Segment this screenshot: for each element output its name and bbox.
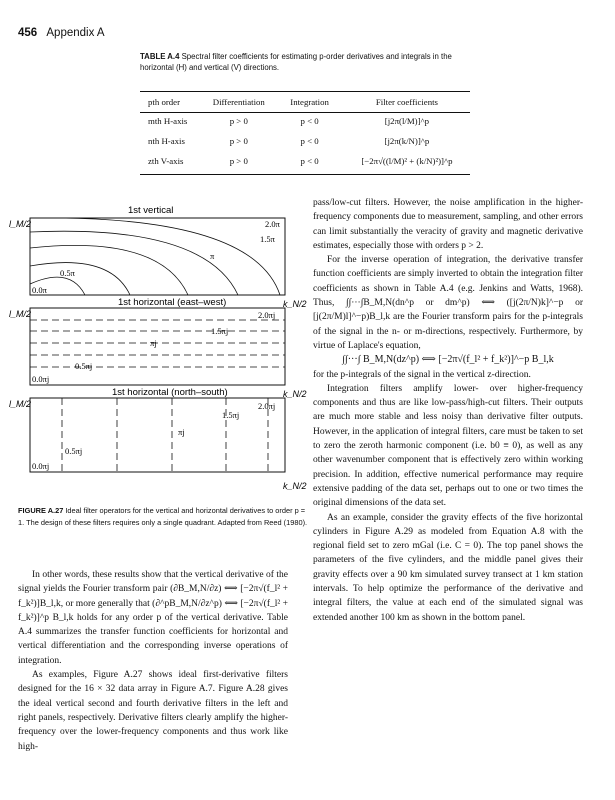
contour-label: 1.5πj xyxy=(211,326,229,336)
figure-caption-label: FIGURE A.27 xyxy=(18,506,64,515)
table-caption-text: Spectral filter coefficients for estimating p-order derivatives and integrals in the horizontal (H) and vertical (V) directions. xyxy=(140,52,452,72)
table-bottom-rule xyxy=(140,174,470,175)
panel1-contours xyxy=(30,218,280,295)
figure-a27 xyxy=(0,196,307,496)
table-cell: [j2π(l/M)]^p xyxy=(384,116,430,126)
panel2-ylabel: l_M/2 xyxy=(9,309,32,319)
panel1-title: 1st vertical xyxy=(128,205,174,216)
left-column xyxy=(18,568,288,754)
table-header-cell: Differentiation xyxy=(212,97,265,107)
coefficient-table xyxy=(140,93,470,171)
page-number: 456 xyxy=(18,27,38,39)
paragraph: Integration filters amplify lower- over higher-frequency components and thus are like low-pass/high-cut filters. Their outputs are much more stable and less noisy than derivative filter outputs. However, in the application of integral filters, care must be taken to set to zero the zeroth harmonic component (i.e. b0 ≡ 0), as well as any other wavenumber component that is effectively zero within working precision. In addition, effective numerical performance may require extensive padding of the data set, perhaps out to one or two times the original dimensions of the data set. xyxy=(313,383,583,509)
paragraph: As examples, Figure A.27 shows ideal first-derivative filters designed for the 16 × 32 data array in Figure A.7. Figure A.28 gives the ideal vertical second and fourth derivative filters in the left and right panels, respectively. Derivative filters clearly amplify the higher-frequency over the lower-frequency components and thus work like high- xyxy=(18,670,288,752)
table-header-cell: Integration xyxy=(290,97,329,107)
paragraph: for the p-integrals of the signal in the vertical z-direction. xyxy=(313,369,531,380)
table-cell: nth H-axis xyxy=(148,136,185,146)
contour-label: 2.0π xyxy=(265,219,280,229)
figure-caption xyxy=(18,505,308,529)
table-cell: p > 0 xyxy=(229,156,248,166)
paragraph: For the inverse operation of integration, the derivative transfer function coefficients are simply inverted to obtain the integration filter coefficients as shown in Table A.4 (e.g. Jenkins and Watts, 1968). Thus, ∫∫···∫B_M,N(dn^p or dm^p) ⟺ ([j(2π/N)k]^−p or [j(2π/M)l]^−p)B_l,k are the Fourier transform pairs for the p-integrals of the signal in the n- or m-directions, respectively. Furthermore, by virtue of Laplace's equation, xyxy=(313,255,583,351)
panel2-frame xyxy=(30,308,285,385)
contour-label: 0.0π xyxy=(32,285,47,295)
panel1-ylabel: l_M/2 xyxy=(9,219,32,229)
right-column xyxy=(313,196,583,625)
contour-label: 0.5πj xyxy=(75,361,93,371)
contour-label: πj xyxy=(150,338,157,348)
table-cell: mth H-axis xyxy=(148,116,188,126)
contour-label: 0.0πj xyxy=(32,374,50,384)
table-cell: p < 0 xyxy=(300,156,319,166)
contour-label: πj xyxy=(178,427,185,437)
panel2-corner: k_N/2 xyxy=(283,389,307,399)
contour-label: 0.5πj xyxy=(65,446,83,456)
paragraph: In other words, these results show that the vertical derivative of the signal yields the Fourier transform pair (∂B_M,N/∂z) ⟺ [−2π√(f_l² + f_k²)]B_l,k, or more generally that (∂^pB_M,N/∂z^p) ⟺ [−2π√(f_l² + f_k²)]^p B_l,k holds for any order p of the vertical derivative. Table A.4 summarizes the transfer function coefficients for horizontal and vertical differentiation and the corresponding inverse operations of integration. xyxy=(18,570,288,666)
table-header-cell: pth order xyxy=(148,97,181,107)
table-row xyxy=(140,111,470,131)
contour-label: 2.0πj xyxy=(258,310,276,320)
contour-line xyxy=(60,218,280,295)
table-header-cell: Filter coefficients xyxy=(375,97,438,107)
table-cell: p > 0 xyxy=(229,116,248,126)
table-top-rule xyxy=(140,91,470,92)
contour-label: 1.5π xyxy=(260,234,275,244)
equation: ∫∫···∫ B_M,N(dz^p) ⟺ [−2π√(f_l² + f_k²)]^−p B_l,k xyxy=(342,354,554,366)
contour-label: 0.0πj xyxy=(32,461,50,471)
panel2-contours xyxy=(30,320,285,367)
table-cell: [j2π(k/N)]^p xyxy=(384,136,430,146)
table-row xyxy=(140,131,470,151)
table-header-row xyxy=(140,93,470,111)
panel3-corner: k_N/2 xyxy=(283,481,307,491)
contour-label: 1.5πj xyxy=(222,410,240,420)
table-cell: p < 0 xyxy=(300,136,319,146)
paragraph: pass/low-cut filters. However, the noise amplification in the higher-frequency components due to measurement, sampling, and other errors can limit substantially the veracity of gravity and magnetic derivative estimates, especially those with orders p > 2. xyxy=(313,198,583,251)
section-title: Appendix A xyxy=(46,27,105,39)
contour-label: π xyxy=(210,251,215,261)
contour-line xyxy=(30,231,238,295)
panel1-frame xyxy=(30,218,285,295)
paragraph: As an example, consider the gravity effects of the five horizontal cylinders in Figure A.29 as modeled from Equation A.8 with the regional field set to zero mGal (i.e. C = 0). The top panel shows the parameters of the five cylinders, and the middle panel gives their gravity effects over a 90 km simulated survey transect at 1 km station intervals. To help optimize the performance of the derivative and integral filters, the value at each end of the simulated signal was extended another 100 km as shown in the bottom panel. xyxy=(313,512,583,623)
figure-caption-text: Ideal filter operators for the vertical and horizontal derivatives to order p = 1. The design of these filters requires only a single quadrant. Adapted from Reed (1980). xyxy=(18,506,308,527)
panel3-frame xyxy=(30,398,285,472)
contour-line xyxy=(30,245,188,295)
figure-svg xyxy=(0,196,307,496)
panel1-corner: k_N/2 xyxy=(283,299,307,309)
page-header xyxy=(18,27,105,39)
table-cell: zth V-axis xyxy=(148,156,184,166)
panel3-title: 1st horizontal (north–south) xyxy=(112,387,228,398)
table-cell: p > 0 xyxy=(229,136,248,146)
contour-label: 2.0πj xyxy=(258,401,276,411)
panel2-title: 1st horizontal (east–west) xyxy=(118,297,227,308)
contour-label: 0.5π xyxy=(60,268,75,278)
table-caption-label: TABLE A.4 xyxy=(140,52,180,61)
table-cell: p < 0 xyxy=(300,116,319,126)
table-caption xyxy=(140,51,470,73)
table-row xyxy=(140,151,470,171)
panel3-ylabel: l_M/2 xyxy=(9,399,32,409)
table-cell: [−2π√((l/M)² + (k/N)²)]^p xyxy=(361,156,453,166)
